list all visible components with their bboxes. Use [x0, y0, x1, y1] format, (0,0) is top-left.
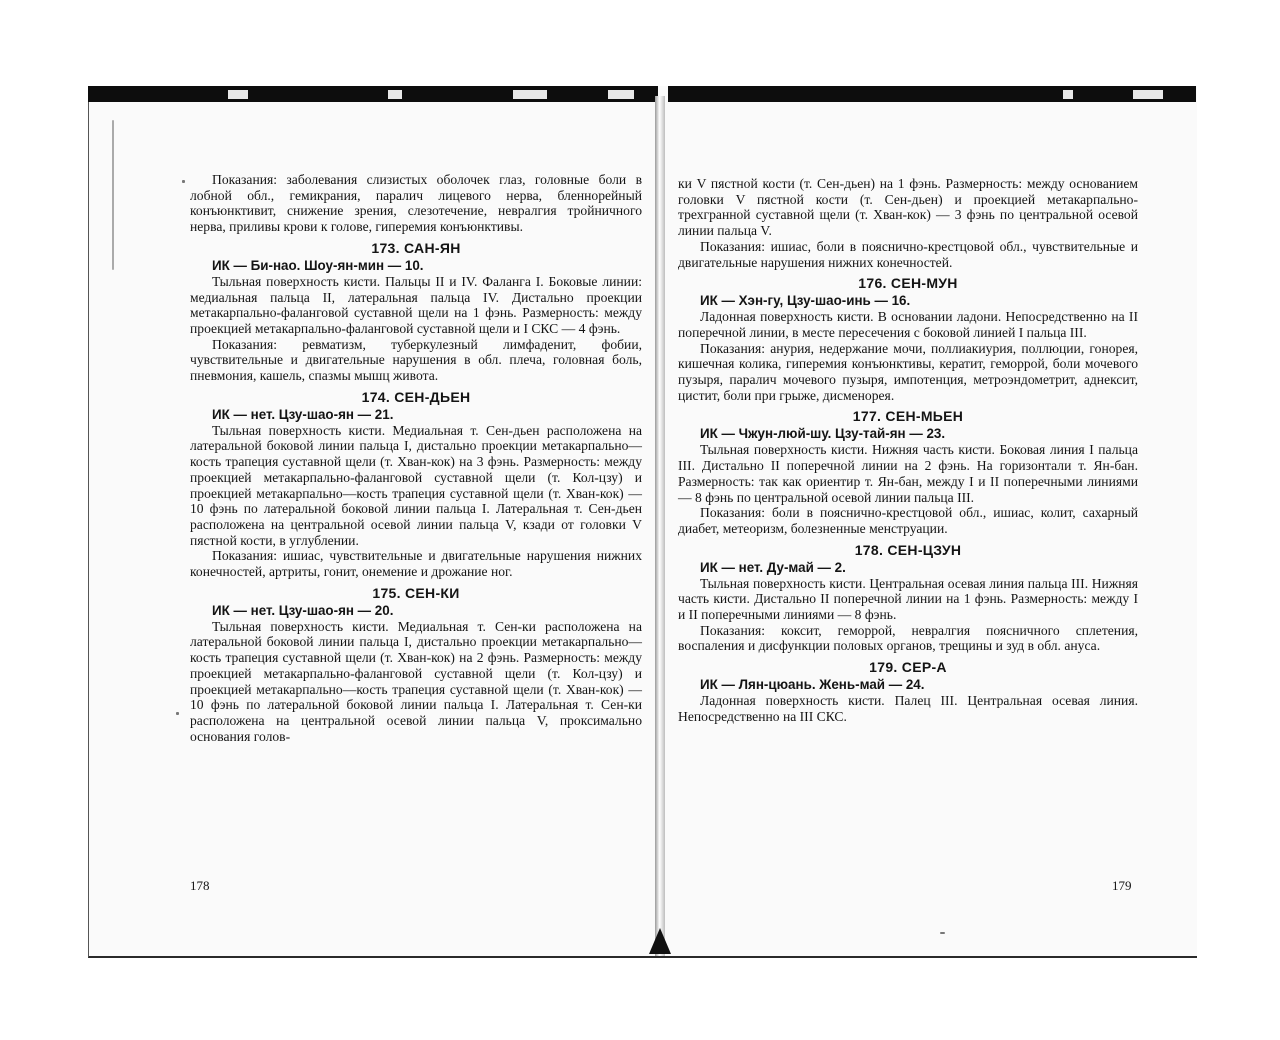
section-title: 176. СЕН-МУН	[858, 275, 958, 292]
section-ik-line: ИК — Лян-цюань. Жень-май — 24.	[700, 677, 925, 693]
section-ik-line: ИК — Би-нао. Шоу-ян-мин — 10.	[212, 257, 424, 273]
left-page	[190, 172, 642, 744]
section-title: 173. САН-ЯН	[371, 239, 461, 256]
section-paragraph: Показания: боли в пояснично-крестцовой обл., ишиас, колит, сахарный диабет, метеоризм, болезненные менструации.	[678, 505, 1138, 536]
section-title: 174. СЕН-ДЬЕН	[361, 388, 471, 405]
indications-paragraph: Показания: заболевания слизистых оболочек глаз, головные боли в лобной обл., гемикрания, паралич лицевого нерва, бленнорейный конъюнктивит, снижение зрения, слезотечение, невралгия тройничного нерва, приливы крови к голове, гиперемия конъюнктивы.	[190, 172, 642, 235]
page-number-right: 179	[1112, 878, 1132, 893]
scan-speck	[176, 712, 179, 715]
section-title: 175. СЕН-КИ	[372, 584, 460, 601]
book-gutter	[655, 96, 665, 956]
section-ik-line: ИК — нет. Ду-май — 2.	[700, 559, 846, 575]
section-paragraph: Тыльная поверхность кисти. Нижняя часть кисти. Боковая линия I пальца III. Дистально II поперечной линии на 2 фэнь. На горизонтали т. Ян-бан. Размерность: так как ориентир т. Ян-бан, между I и II поперечными линиями — 8 фэнь по центральной осевой линии пальца III.	[678, 442, 1138, 505]
continuation-paragraph: ки V пястной кости (т. Сен-дьен) на 1 фэнь. Размерность: между основанием головки V пястной кости (т. Сен-дьен) и проекцией метакарпально-трехгранной суставной щели (т. Хван-кок) — 3 фэнь по центральной осевой линии пальца V.	[678, 176, 1138, 239]
section-paragraph: Ладонная поверхность кисти. Палец III. Центральная осевая линия. Непосредственно на III СКС.	[678, 693, 1138, 724]
indications-paragraph: Показания: ишиас, боли в пояснично-крестцовой обл., чувствительные и двигательные нарушения нижних конечностей.	[678, 238, 1138, 270]
section-paragraph: Тыльная поверхность кисти. Медиальная т. Сен-дьен расположена на латеральной боковой линии пальца I, дистально проекции метакарпально—кость трапеция суставной щели (т. Хван-кок) на 3 фэнь. Размерность: между проекцией метакарпально-фаланговой суставной щели (т. Кол-цзу) и проекцией метакарпально—кость трапеция суставной щели (т. Хван-кок) — 10 фэнь по латеральной боковой линии пальца I. Латеральная т. Сен-дьен расположена на центральной осевой линии пальца V, кзади от головки V пястной кости, в углублении.	[190, 422, 642, 548]
scan-speck	[182, 180, 185, 183]
scan-edge-bar-left	[88, 86, 658, 102]
section-ik-line: ИК — Хэн-гу, Цзу-шао-инь — 16.	[700, 293, 911, 309]
right-page	[678, 176, 1138, 725]
section-paragraph: Тыльная поверхность кисти. Медиальная т. Сен-ки расположена на латеральной боковой линии пальца I, дистально проекции метакарпально—кость трапеция суставной щели (т. Хван-кок) на 2 фэнь. Размерность: между проекцией метакарпально-фаланговой суставной щели (т. Кол-цзу) и проекцией метакарпально—кость трапеция суставной щели (т. Хван-кок) — 10 фэнь по латеральной боковой линии пальца I. Латеральная т. Сен-ки расположена на центральной осевой линии пальца V, проксимально основания голов-	[190, 618, 642, 744]
section-title: 179. СЕР-А	[869, 659, 947, 676]
scan-speck	[940, 932, 945, 934]
scan-edge-bar-right	[668, 86, 1196, 102]
section-paragraph: Тыльная поверхность кисти. Центральная осевая линия пальца III. Нижняя часть кисти. Дистально II поперечной линии на 1 фэнь. Размерность: между I и II поперечными линиями — 8 фэнь.	[678, 575, 1138, 623]
scan-speck	[112, 120, 114, 270]
section-paragraph: Показания: коксит, геморрой, невралгия поясничного сплетения, воспаления и дисфункции половых органов, трещины и зуд в обл. ануса.	[678, 622, 1138, 654]
section-paragraph: Ладонная поверхность кисти. В основании ладони. Непосредственно на II поперечной линии, в месте пересечения с боковой линией I пальца III.	[678, 309, 1138, 340]
section-ik-line: ИК — нет. Цзу-шао-ян — 21.	[212, 406, 394, 422]
page-number-left: 178	[190, 878, 210, 893]
section-title: 178. СЕН-ЦЗУН	[854, 541, 962, 558]
section-ik-line: ИК — Чжун-люй-шу. Цзу-тай-ян — 23.	[700, 426, 946, 442]
section-paragraph: Показания: ишиас, чувствительные и двигательные нарушения нижних конечностей, артриты, гонит, онемение и дрожание ног.	[190, 548, 642, 580]
section-title: 177. СЕН-МЬЕН	[852, 408, 964, 425]
section-paragraph: Тыльная поверхность кисти. Пальцы II и IV. Фаланга I. Боковые линии: медиальная пальца II, латеральная пальца IV. Дистально проекции метакарпально-фаланговой суставной щели на 1 фэнь. Размерность: между проекцией метакарпально-фаланговой суставной щели и I СКС — 4 фэнь.	[190, 273, 642, 336]
section-paragraph: Показания: анурия, недержание мочи, поллиакиурия, поллюции, гонорея, кишечная колика, гиперемия конъюнктивы, кератит, геморрой, боли мочевого пузыря, паралич мочевого пузыря, импотенция, метроэндометрит, аднексит, цистит, боли при грыже, дисменорея.	[678, 340, 1138, 403]
section-ik-line: ИК — нет. Цзу-шао-ян — 20.	[212, 602, 394, 618]
section-paragraph: Показания: ревматизм, туберкулезный лимфаденит, фобии, чувствительные и двигательные нарушения в обл. плеча, головная боль, пневмония, кашель, спазмы мышц живота.	[190, 336, 642, 384]
